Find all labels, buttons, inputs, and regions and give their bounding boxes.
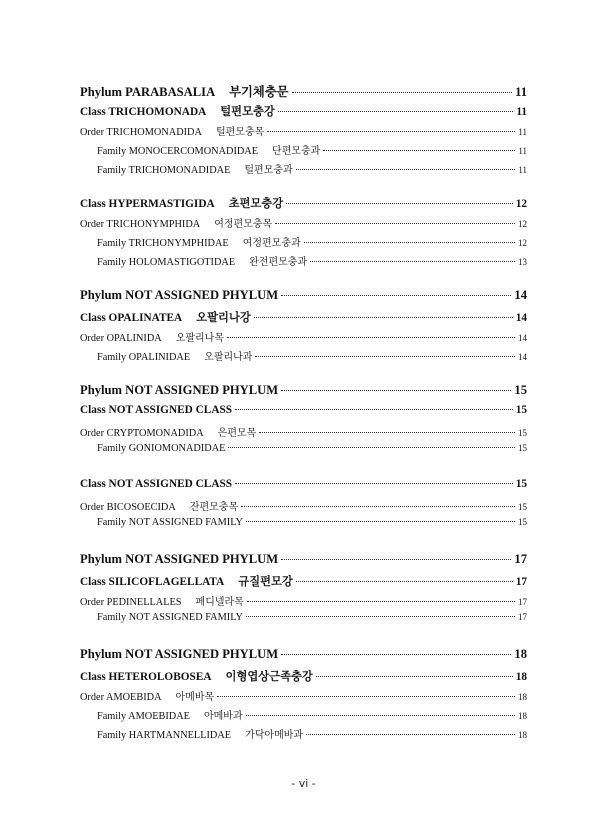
toc-entry-korean-name: 은편모목: [217, 428, 257, 439]
toc-entry-order: [80, 498, 527, 513]
toc-entry-order: [80, 424, 527, 439]
dot-leader: [247, 600, 515, 602]
toc-entry-name: Phylum NOT ASSIGNED PHYLUM: [80, 552, 279, 566]
toc-entry-name: Order TRICHONYMPHIDA: [80, 219, 201, 230]
dot-leader: [241, 505, 515, 507]
toc-entry-page-number: 18: [514, 647, 527, 661]
toc-entry-korean-name: 아메바과: [203, 711, 243, 722]
dot-leader: [281, 294, 511, 296]
toc-entry-order: [80, 593, 527, 608]
dot-leader: [254, 316, 513, 318]
toc-entry-korean-name: 이형엽상근족충강: [225, 670, 313, 683]
dot-leader: [304, 241, 515, 243]
toc-entry-phylum: [80, 383, 527, 398]
toc-entry-page-number: 18: [518, 730, 527, 740]
toc-entry-page-number: 15: [515, 404, 527, 416]
dot-leader: [275, 222, 515, 224]
toc-entry-class: [80, 103, 527, 119]
toc-entry-name: Order PEDINELLALES: [80, 597, 182, 608]
toc-entry-page-number: 13: [518, 257, 527, 267]
dot-leader: [296, 580, 513, 582]
toc-entry-family: [80, 348, 527, 363]
toc-entry-korean-name: 초편모충강: [228, 197, 284, 210]
toc-entry-page-number: 12: [515, 198, 527, 210]
toc-entry-korean-name: 털편모충목: [215, 127, 265, 138]
toc-entry-page-number: 11: [518, 146, 527, 156]
toc-entry-page-number: 12: [518, 238, 527, 248]
toc-entry-page-number: 15: [515, 478, 527, 490]
toc-entry-phylum: [80, 552, 527, 567]
dot-leader: [267, 130, 515, 132]
dot-leader: [281, 558, 511, 560]
dot-leader: [235, 408, 513, 410]
toc-entry-page-number: 17: [514, 552, 527, 566]
dot-leader: [296, 168, 516, 170]
toc-entry-page-number: 15: [518, 517, 527, 527]
toc-entry-page-number: 12: [518, 219, 527, 229]
dot-leader: [228, 446, 515, 448]
toc-entry-page-number: 15: [518, 502, 527, 512]
toc-entry-class: [80, 195, 527, 211]
toc-entry-page-number: 14: [515, 312, 527, 324]
dot-leader: [246, 615, 515, 617]
toc-entry-page-number: 17: [518, 597, 527, 607]
toc-entry-name: Phylum NOT ASSIGNED PHYLUM: [80, 288, 279, 302]
toc-entry-korean-name: 오팔리나목: [175, 333, 225, 344]
toc-entry-name: Class HYPERMASTIGIDA: [80, 198, 215, 210]
dot-leader: [255, 355, 515, 357]
toc-entry-name: Phylum NOT ASSIGNED PHYLUM: [80, 647, 279, 661]
toc-entry-page-number: 18: [518, 711, 527, 721]
toc-entry-korean-name: 가닥아메바과: [245, 730, 304, 741]
toc-entry-page-number: 14: [518, 352, 527, 362]
toc-entry-order: [80, 329, 527, 344]
toc-entry-order: [80, 123, 527, 138]
toc-entry-korean-name: 부기체충문: [229, 85, 289, 99]
toc-entry-name: Phylum NOT ASSIGNED PHYLUM: [80, 383, 279, 397]
toc-entry-page-number: 11: [515, 85, 527, 99]
dot-leader: [310, 260, 515, 262]
toc-entry-name: Family NOT ASSIGNED FAMILY: [97, 517, 243, 528]
toc-entry-name: Class NOT ASSIGNED CLASS: [80, 404, 233, 416]
toc-entry-page-number: 11: [518, 127, 527, 137]
toc-entry-page-number: 11: [518, 165, 527, 175]
toc-entry-family: [80, 142, 527, 157]
toc-entry-family: [80, 726, 527, 741]
page-number: - vi -: [291, 777, 316, 790]
dot-leader: [235, 482, 513, 484]
toc-entry-name: Class NOT ASSIGNED CLASS: [80, 478, 233, 490]
toc-entry-name: Family TRICHOMONADIDAE: [97, 165, 231, 176]
toc-entry-page-number: 17: [518, 612, 527, 622]
toc-entry-class: [80, 309, 527, 325]
dot-leader: [217, 695, 515, 697]
toc-entry-family: [80, 612, 527, 623]
toc-entry-name: Order OPALINIDA: [80, 333, 162, 344]
dot-leader: [281, 653, 511, 655]
toc-entry-name: Class TRICHOMONADA: [80, 106, 207, 118]
toc-entry-page-number: 18: [515, 671, 527, 683]
toc-entry-name: Class HETEROLOBOSEA: [80, 671, 212, 683]
toc-entry-name: Family GONIOMONADIDAE: [97, 443, 226, 454]
toc-entry-name: Order BICOSOECIDA: [80, 502, 176, 513]
toc-entry-name: Class OPALINATEA: [80, 312, 183, 324]
toc-entry-name: Family TRICHONYMPHIDAE: [97, 238, 229, 249]
toc-entry-order: [80, 688, 527, 703]
toc-entry-family: [80, 707, 527, 722]
toc-entry-korean-name: 여정편모충목: [214, 219, 273, 230]
toc-entry-family: [80, 517, 527, 528]
toc-entry-page-number: 17: [515, 576, 527, 588]
dot-leader: [286, 202, 512, 204]
toc-entry-page-number: 15: [518, 428, 527, 438]
dot-leader: [246, 714, 515, 716]
toc-entry-name: Order TRICHOMONADIDA: [80, 127, 202, 138]
toc-entry-korean-name: 아메바목: [175, 692, 215, 703]
toc-entry-name: Family MONOCERCOMONADIDAE: [97, 146, 259, 157]
toc-entry-name: Family AMOEBIDAE: [97, 711, 190, 722]
toc-entry-class: [80, 573, 527, 589]
dot-leader: [281, 389, 511, 391]
toc-entry-family: [80, 253, 527, 268]
toc-entry-page-number: 14: [518, 333, 527, 343]
toc-entry-phylum: [80, 82, 527, 100]
toc-entry-korean-name: 페디넬라목: [195, 597, 244, 608]
toc-entry-order: [80, 215, 527, 230]
toc-entry-family: [80, 443, 527, 454]
toc-entry-family: [80, 161, 527, 176]
toc-entry-class: [80, 404, 527, 416]
toc-entry-korean-name: 털편모충과: [244, 165, 293, 176]
toc-entry-page-number: 11: [516, 106, 527, 118]
dot-leader: [259, 431, 515, 433]
toc-entry-name: Family HOLOMASTIGOTIDAE: [97, 257, 236, 268]
toc-entry-name: Order AMOEBIDA: [80, 692, 162, 703]
dot-leader: [278, 110, 513, 112]
dot-leader: [316, 675, 513, 677]
toc-entry-korean-name: 잔편모충목: [189, 502, 239, 513]
toc-entry-name: Phylum PARABASALIA: [80, 85, 216, 99]
toc-entry-name: Order CRYPTOMONADIDA: [80, 428, 204, 439]
toc-entry-korean-name: 오팔리나과: [204, 352, 253, 363]
toc-entry-phylum: [80, 288, 527, 303]
toc-entry-page-number: 15: [514, 383, 527, 397]
dot-leader: [306, 733, 515, 735]
dot-leader: [292, 91, 513, 93]
toc-entry-page-number: 18: [518, 692, 527, 702]
toc-entry-class: [80, 668, 527, 684]
toc-entry-korean-name: 완전편모충과: [249, 257, 308, 268]
toc-entry-korean-name: 규질편모강: [238, 575, 293, 588]
toc-entry-class: [80, 478, 527, 490]
toc-entry-page-number: 15: [518, 443, 527, 453]
toc-entry-family: [80, 234, 527, 249]
toc-entry-korean-name: 오팔리나강: [196, 311, 251, 324]
toc-entry-name: Family HARTMANNELLIDAE: [97, 730, 232, 741]
toc-entry-phylum: [80, 647, 527, 662]
dot-leader: [246, 520, 515, 522]
dot-leader: [323, 149, 515, 151]
toc-entry-name: Family OPALINIDAE: [97, 352, 191, 363]
toc-entry-page-number: 14: [514, 288, 527, 302]
toc-entry-name: Family NOT ASSIGNED FAMILY: [97, 612, 243, 623]
toc-entry-name: Class SILICOFLAGELLATA: [80, 576, 225, 588]
dot-leader: [227, 336, 515, 338]
toc-entry-korean-name: 털편모충강: [220, 105, 275, 118]
toc-entry-korean-name: 단편모충과: [272, 146, 321, 157]
toc-entry-korean-name: 여정편모충과: [242, 238, 301, 249]
